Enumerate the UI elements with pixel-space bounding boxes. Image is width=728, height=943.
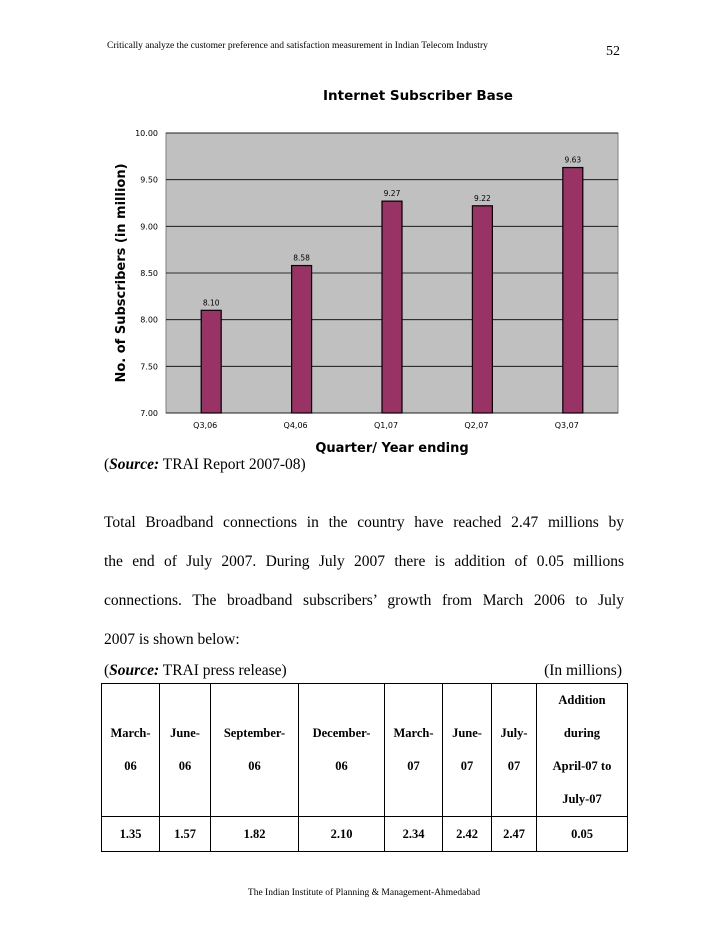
header-cell: June- 06 (160, 684, 211, 817)
x-tick-label: Q3,07 (554, 421, 579, 430)
table-header-row (102, 684, 628, 817)
bar (563, 168, 583, 413)
y-tick-label: 9.50 (140, 175, 158, 185)
header-cell: September- 06 (211, 684, 299, 817)
source-text: TRAI Report 2007-08) (162, 456, 306, 473)
paragraph-line: Total Broadband connections in the country have reached 2.47 millions by (104, 514, 624, 531)
chart-source: (Source: TRAI Report 2007-08) (104, 456, 306, 473)
y-axis-label: No. of Subscribers (in million) (114, 163, 129, 383)
y-tick-label: 7.00 (140, 409, 158, 418)
header-cell: July- 07 (492, 684, 537, 817)
value-cell: 0.05 (537, 817, 628, 852)
source-label: Source: (109, 456, 160, 473)
body-paragraph (104, 503, 624, 659)
y-tick-label: 8.00 (140, 315, 158, 325)
value-cell: 1.57 (160, 817, 211, 852)
x-tick-labels (193, 421, 579, 430)
value-cell: 2.10 (299, 817, 385, 852)
paragraph-line: 2007 is shown below: (104, 631, 240, 648)
y-tick-labels (135, 129, 158, 418)
units-note: (In millions) (544, 662, 622, 679)
x-tick-label: Q4,06 (283, 421, 308, 430)
value-cell: 2.34 (385, 817, 443, 852)
source-text: TRAI press release) (162, 662, 287, 679)
broadband-growth-table (101, 683, 628, 852)
bar (472, 206, 492, 413)
page-number: 52 (606, 44, 620, 59)
header-cell: March- 06 (102, 684, 160, 817)
source-label: Source: (109, 662, 160, 679)
running-header: Critically analyze the customer preference and satisfaction measurement in Indian Telecom Industry (107, 41, 488, 51)
y-tick-label: 9.00 (140, 222, 158, 232)
data-label: 9.27 (383, 189, 401, 199)
x-axis-label: Quarter/ Year ending (315, 441, 469, 456)
subscriber-bar-chart (108, 80, 628, 460)
x-tick-label: Q1,07 (373, 421, 399, 430)
paragraph-line: the end of July 2007. During July 2007 there is addition of 0.05 millions (104, 553, 624, 570)
value-cell: 1.35 (102, 817, 160, 852)
y-tick-label: 8.50 (140, 269, 158, 278)
header-cell: March- 07 (385, 684, 443, 817)
x-tick-label: Q3,06 (193, 421, 218, 430)
data-label: 9.63 (564, 155, 582, 165)
table-source: (Source: TRAI press release) (104, 662, 287, 679)
header-cell: June- 07 (443, 684, 492, 817)
value-cell: 2.47 (492, 817, 537, 852)
page-footer: The Indian Institute of Planning & Management-Ahmedabad (247, 888, 481, 898)
table-row (102, 817, 628, 852)
value-cell: 1.82 (211, 817, 299, 852)
paragraph-line: connections. The broadband subscribers’ growth from March 2006 to July (104, 592, 624, 609)
bar (292, 266, 312, 413)
x-tick-label: Q2,07 (464, 421, 489, 430)
y-tick-label: 7.50 (140, 362, 158, 372)
data-label: 9.22 (474, 193, 491, 203)
data-label: 8.10 (202, 298, 220, 308)
data-label: 8.58 (293, 253, 310, 263)
header-cell: Addition during April-07 to July-07 (537, 684, 628, 817)
value-cell: 2.42 (443, 817, 492, 852)
y-tick-label: 10.00 (135, 129, 158, 138)
chart-title: Internet Subscriber Base (323, 88, 513, 104)
header-cell: December- 06 (299, 684, 385, 817)
bar (201, 310, 221, 413)
bar (382, 201, 402, 413)
